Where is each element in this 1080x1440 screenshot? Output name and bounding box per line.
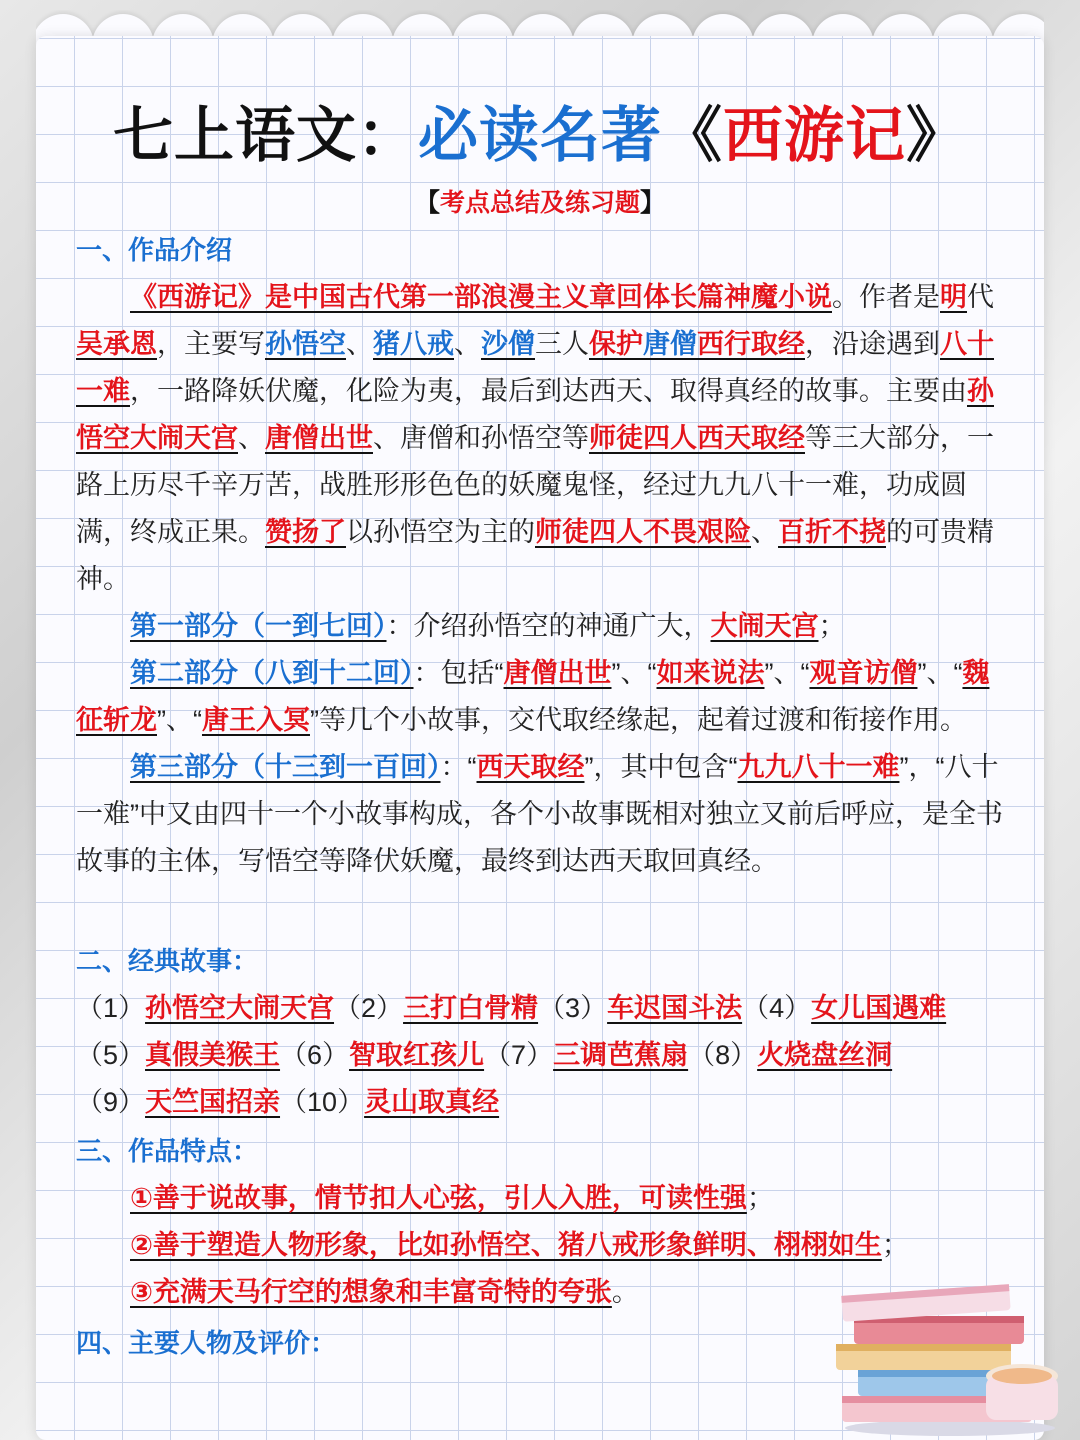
highlight-run: 吴承恩 [76, 329, 157, 359]
highlight-run: 三调芭蕉扇 [553, 1040, 689, 1070]
text-run: ，一路降妖伏魔，化险为夷，最后到达西天、取得真经的故事。主要由 [130, 376, 967, 406]
text-run: （6） [280, 1040, 350, 1070]
highlight-run: 西行取经 [697, 329, 805, 359]
text-run: ，主要写 [157, 329, 265, 359]
highlight-run: 火烧盘丝洞 [757, 1040, 893, 1070]
highlight-run: 师徒四人西天取经 [589, 423, 805, 453]
text-run: 、 [751, 517, 778, 547]
highlight-run: 孙悟空大闹天宫 [145, 993, 335, 1023]
section-1-part-two [76, 650, 1010, 744]
text-run: ”、“ [157, 705, 202, 735]
text-run: ； [818, 611, 846, 641]
section-1-paragraph-intro [76, 274, 1010, 603]
highlight-run: 天竺国招亲 [145, 1087, 281, 1117]
section-1-part-one [76, 603, 1010, 650]
highlight-run: ①善于说故事，情节扣人心弦，引人入胜，可读性强 [130, 1183, 747, 1213]
text-run: 。作者是 [832, 282, 940, 312]
text-run: ：介绍孙悟空的神通广大， [386, 611, 711, 641]
title-bracket-close: 》 [906, 102, 967, 169]
highlight-run: 百折不挠 [778, 517, 886, 547]
text-run: 、 [238, 423, 265, 453]
subtitle-open: 【 [414, 189, 440, 217]
text-run: （4） [742, 993, 812, 1023]
highlight-run: 沙僧 [481, 329, 535, 359]
text-run: ”等几个小故事，交代取经缘起，起着过渡和衔接作用。 [309, 705, 967, 735]
highlight-run: 女儿国遇难 [811, 993, 947, 1023]
highlight-run: 第一部分（一到七回） [130, 611, 387, 641]
highlight-run: 魏征斩龙 [76, 658, 990, 735]
highlight-run: 西天取经 [476, 752, 585, 782]
highlight-run: 孙悟空大闹天宫 [76, 376, 994, 453]
highlight-run: 智取红孩儿 [349, 1040, 485, 1070]
highlight-run: ③充满天马行空的想象和丰富奇特的夸张 [130, 1277, 612, 1307]
highlight-run: 唐僧 [643, 329, 697, 359]
highlight-run: 观音访僧 [809, 658, 918, 688]
text-run: ”、“ [764, 658, 810, 688]
highlight-run: 大闹天宫 [710, 611, 819, 641]
highlight-run: 唐僧出世 [503, 658, 612, 688]
text-run: （9） [76, 1087, 146, 1117]
highlight-run: 第二部分（八到十二回） [130, 658, 414, 688]
text-run: （3） [538, 993, 608, 1023]
title-prefix: 七上语文： [113, 102, 418, 169]
highlight-run: 第三部分（十三到一百回） [130, 752, 441, 782]
text-run: 。 [611, 1277, 639, 1307]
section-2 [76, 938, 1010, 1126]
text-run: （2） [334, 993, 404, 1023]
text-run: 三人 [535, 329, 589, 359]
highlight-run: 八十一难 [76, 329, 994, 406]
highlight-run: 灵山取真经 [364, 1087, 500, 1117]
text-run: （8） [688, 1040, 758, 1070]
highlight-run: 赞扬了 [265, 517, 346, 547]
text-run: ：包括“ [413, 658, 504, 688]
subtitle-close: 】 [640, 189, 666, 217]
text-run: ：“ [440, 752, 477, 782]
text-run: 的可贵精神。 [76, 517, 994, 594]
page-title [0, 88, 1080, 174]
section-4-heading: 四、主要人物及评价： [76, 1328, 337, 1358]
text-run: 、 [346, 329, 373, 359]
text-run: ，沿途遇到 [805, 329, 940, 359]
text-run: 以孙悟空为主的 [346, 517, 535, 547]
highlight-run: ②善于塑造人物形象，比如孙悟空、猪八戒形象鲜明、栩栩如生 [130, 1230, 882, 1260]
highlight-run: 保护 [589, 329, 643, 359]
subtitle-text: 考点总结及练习题 [439, 189, 640, 217]
highlight-run: 明 [940, 282, 967, 312]
title-must-read: 必读名著 [418, 102, 662, 169]
text-run: ”、“ [611, 658, 657, 688]
section-1-heading: 一、作品介绍 [76, 235, 233, 265]
highlight-run: 孙悟空 [265, 329, 346, 359]
text-run: 代 [967, 282, 994, 312]
text-run: （7） [484, 1040, 554, 1070]
story-line [76, 1079, 1010, 1126]
text-run: （1） [76, 993, 146, 1023]
text-run: 、唐僧和孙悟空等 [373, 423, 589, 453]
text-run: ”，“八十一难”中又由四十一个小故事构成，各个小故事既相对独立又前后呼应，是全书故事的主体，写悟空等降伏妖魔，最终到达西天取回真经。 [76, 752, 1003, 876]
section-3-heading: 三、作品特点： [76, 1136, 259, 1166]
text-run: ”，其中包含“ [584, 752, 738, 782]
text-run: ； [746, 1183, 774, 1213]
section-2-heading: 二、经典故事： [76, 946, 259, 976]
highlight-run: 三打白骨精 [403, 993, 539, 1023]
highlight-run: 车迟国斗法 [607, 993, 743, 1023]
title-bracket-open: 《 [662, 102, 723, 169]
section-1 [76, 227, 1010, 885]
highlight-run: 唐僧出世 [265, 423, 373, 453]
highlight-run: 真假美猴王 [145, 1040, 281, 1070]
text-run: ”、“ [917, 658, 963, 688]
section-1-part-three [76, 744, 1010, 885]
text-run: 等三大部分，一路上历尽千辛万苦，战胜形形色色的妖魔鬼怪，经过九九八十一难，功成圆满，终成正果。 [76, 423, 994, 547]
subtitle [0, 183, 1080, 219]
text-run: ； [881, 1230, 909, 1260]
feature-item [76, 1175, 1010, 1222]
highlight-run: 师徒四人不畏艰险 [535, 517, 751, 547]
text-run: （10） [280, 1087, 365, 1117]
highlight-run: 《西游记》是中国古代第一部浪漫主义章回体长篇神魔小说 [130, 282, 832, 312]
story-line [76, 985, 1010, 1032]
book-stack-icon [830, 1268, 1060, 1438]
story-line [76, 1032, 1010, 1079]
text-run: （5） [76, 1040, 146, 1070]
highlight-run: 如来说法 [656, 658, 765, 688]
title-book-name: 西游记 [723, 102, 906, 169]
text-run: 、 [454, 329, 481, 359]
feature-item [76, 1222, 1010, 1269]
highlight-run: 猪八戒 [373, 329, 454, 359]
highlight-run: 唐王入冥 [201, 705, 310, 735]
highlight-run: 九九八十一难 [737, 752, 900, 782]
